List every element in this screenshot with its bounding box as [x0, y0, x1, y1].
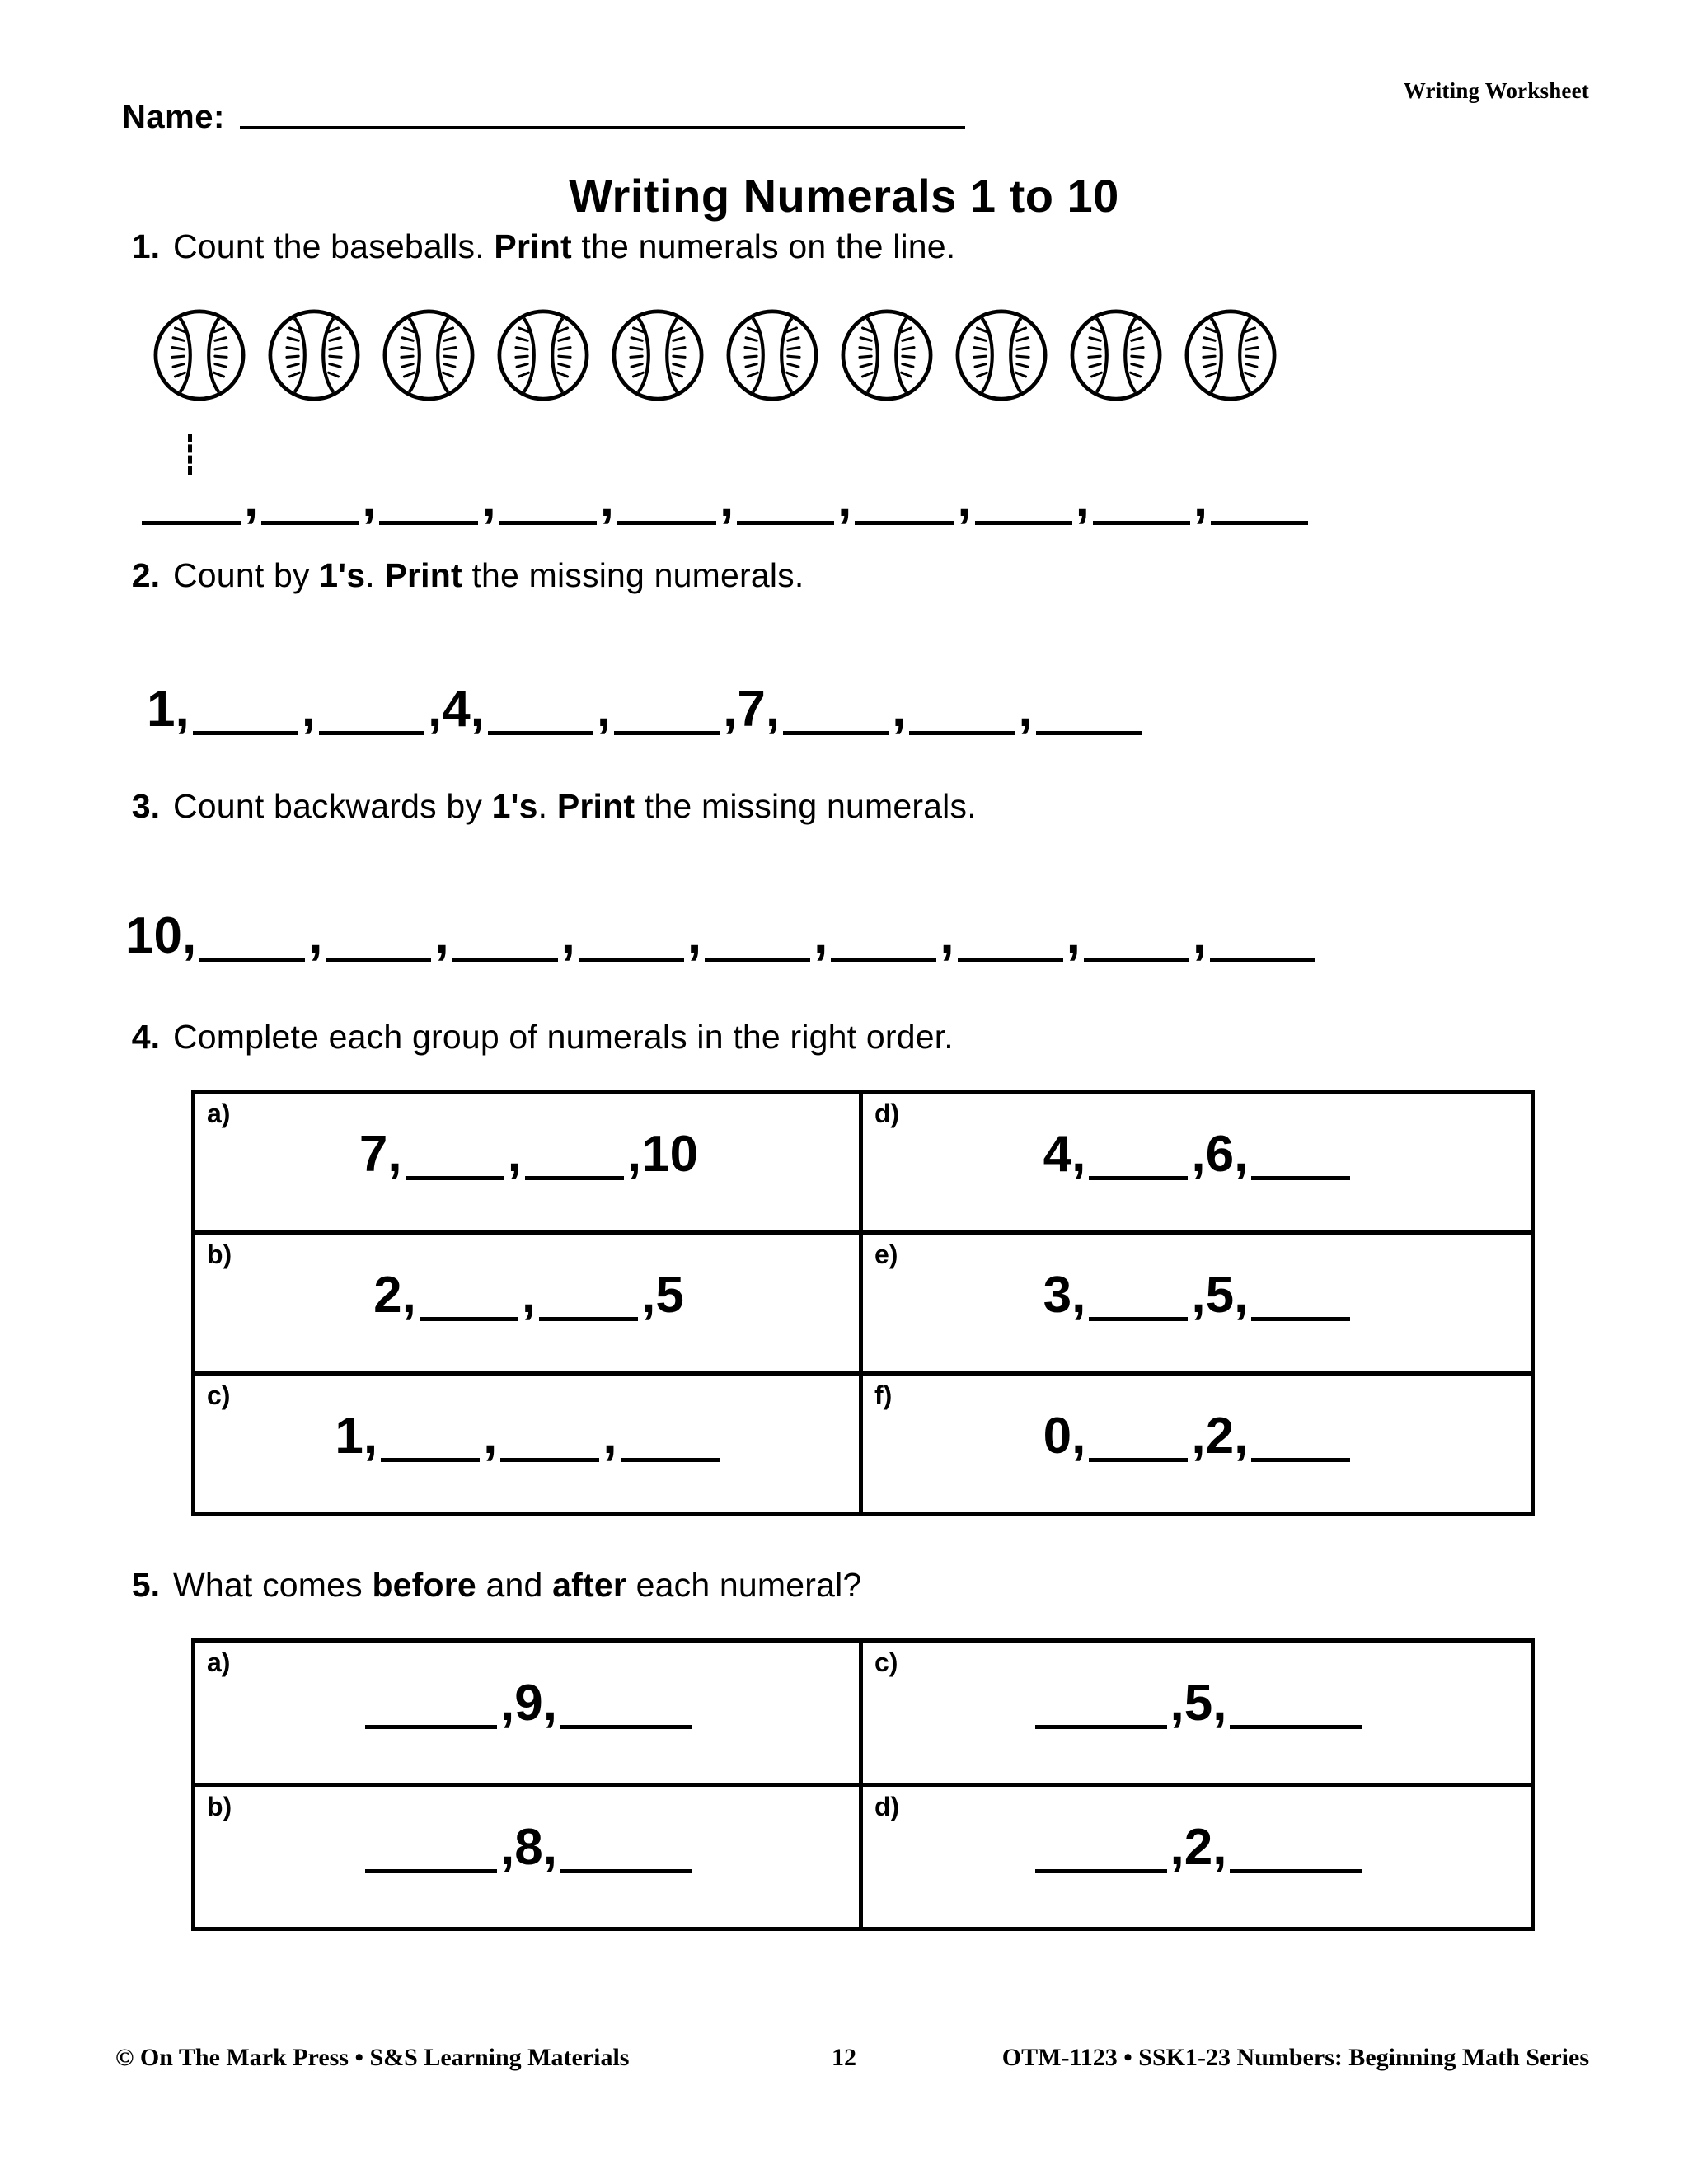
- cell-letter: c): [207, 1380, 231, 1410]
- baseball-icon: [838, 307, 935, 404]
- numeral: 2: [1184, 1819, 1213, 1876]
- numeral: 2: [373, 1267, 402, 1324]
- answer-blank[interactable]: [560, 1725, 692, 1729]
- answer-blank[interactable]: [1251, 1317, 1350, 1321]
- comma-separator: ,: [1075, 471, 1090, 527]
- answer-blank[interactable]: [488, 731, 593, 735]
- comma-separator: ,: [957, 471, 972, 527]
- comma-separator: ,: [181, 907, 197, 964]
- answer-blank[interactable]: [420, 1317, 518, 1321]
- comma-separator: ,: [1234, 1126, 1249, 1183]
- numeral: 7: [737, 681, 766, 738]
- baseball-icon: [380, 307, 477, 404]
- q5-part-4: each numeral?: [626, 1566, 862, 1604]
- comma-separator: ,: [1212, 1675, 1227, 1732]
- comma-separator: ,: [719, 471, 734, 527]
- answer-blank[interactable]: [1084, 958, 1189, 962]
- cell-letter: f): [874, 1380, 893, 1410]
- answer-blank[interactable]: [1035, 1725, 1167, 1729]
- comma-separator: ,: [687, 907, 702, 964]
- name-field-row: [122, 99, 965, 136]
- footer-product-code: OTM-1123 • SSK1-23 Numbers: Beginning Math Series: [1001, 2044, 1589, 2071]
- comma-separator: ,: [603, 1408, 617, 1465]
- comma-separator: ,: [626, 1126, 642, 1183]
- answer-blank[interactable]: [1089, 1317, 1188, 1321]
- answer-blank[interactable]: [1036, 731, 1142, 735]
- comma-separator: ,: [641, 1267, 656, 1324]
- numeral: 8: [514, 1819, 543, 1876]
- answer-blank[interactable]: [381, 1458, 480, 1462]
- comma-separator: ,: [470, 681, 485, 738]
- question-3-text: [173, 787, 977, 826]
- baseball-icon: [1182, 307, 1279, 404]
- comma-separator: ,: [1170, 1819, 1184, 1876]
- answer-blank[interactable]: [1230, 1869, 1362, 1873]
- answer-blank[interactable]: [326, 958, 431, 962]
- q1-part-0: Count the baseballs.: [173, 227, 495, 265]
- question-3-number: 3.: [131, 787, 160, 825]
- numeral: 1: [335, 1408, 363, 1465]
- comma-separator: ,: [765, 681, 781, 738]
- answer-blank[interactable]: [1211, 521, 1308, 525]
- question-2-number: 2.: [131, 556, 160, 594]
- q2-part-3: Print: [384, 556, 462, 594]
- cell-letter: e): [874, 1240, 898, 1269]
- q1-part-2: the numerals on the line.: [571, 227, 956, 265]
- cell-letter: d): [874, 1099, 900, 1128]
- comma-separator: ,: [1191, 1267, 1206, 1324]
- comma-separator: ,: [401, 1267, 416, 1324]
- answer-blank[interactable]: [525, 1176, 624, 1180]
- question-3: [122, 787, 977, 826]
- question-5: [122, 1566, 861, 1605]
- comma-separator: ,: [723, 681, 738, 738]
- table-cell: [195, 1235, 863, 1376]
- cell-letter: a): [207, 1099, 231, 1128]
- question-2: [122, 556, 804, 595]
- q5-part-2: and: [476, 1566, 553, 1604]
- answer-blank[interactable]: [614, 731, 720, 735]
- answer-blank[interactable]: [831, 958, 936, 962]
- page-title: Writing Numerals 1 to 10: [569, 170, 1119, 222]
- numeral: 3: [1043, 1267, 1072, 1324]
- question-3-answer-line[interactable]: [125, 907, 1576, 964]
- comma-separator: ,: [521, 1267, 537, 1324]
- dashed-numeral-guide: [188, 434, 192, 475]
- comma-separator: ,: [481, 471, 496, 527]
- question-4-table: [191, 1090, 1535, 1516]
- footer-copyright: © On The Mark Press • S&S Learning Materials: [115, 2044, 630, 2071]
- comma-separator: ,: [1071, 1126, 1086, 1183]
- numeral: 7: [359, 1126, 388, 1183]
- comma-separator: ,: [1066, 907, 1081, 964]
- worksheet-type-label: Writing Worksheet: [1403, 78, 1589, 103]
- cell-letter: c): [874, 1647, 898, 1677]
- answer-blank[interactable]: [975, 521, 1072, 525]
- answer-blank[interactable]: [539, 1317, 638, 1321]
- baseball-icon: [1067, 307, 1165, 404]
- comma-separator: ,: [1234, 1408, 1249, 1465]
- cell-letter: d): [874, 1792, 900, 1821]
- comma-separator: ,: [1071, 1267, 1086, 1324]
- baseball-icon: [495, 307, 592, 404]
- q3-part-4: the missing numerals.: [635, 787, 977, 825]
- question-1: [122, 227, 955, 266]
- cell-answer-line[interactable]: [207, 1263, 851, 1324]
- cell-answer-line[interactable]: [874, 1404, 1522, 1465]
- answer-blank[interactable]: [617, 521, 716, 525]
- answer-blank[interactable]: [1093, 521, 1190, 525]
- numeral: 0: [1043, 1408, 1072, 1465]
- comma-separator: ,: [434, 907, 449, 964]
- answer-blank[interactable]: [560, 1869, 692, 1873]
- comma-separator: ,: [427, 681, 443, 738]
- table-cell: [195, 1094, 863, 1235]
- comma-separator: ,: [507, 1126, 522, 1183]
- q5-part-3: after: [552, 1566, 627, 1604]
- table-cell: [195, 1376, 863, 1512]
- numeral: 5: [655, 1267, 684, 1324]
- answer-blank[interactable]: [1210, 958, 1315, 962]
- question-4: [122, 1018, 954, 1057]
- cell-letter: a): [207, 1647, 231, 1677]
- numeral: 4: [442, 681, 471, 738]
- comma-separator: ,: [1071, 1408, 1086, 1465]
- q1-part-1: Print: [494, 227, 572, 265]
- answer-blank[interactable]: [1251, 1458, 1350, 1462]
- comma-separator: ,: [940, 907, 954, 964]
- question-1-text: [173, 227, 955, 266]
- table-cell: [863, 1094, 1531, 1235]
- answer-blank[interactable]: [319, 731, 424, 735]
- answer-blank[interactable]: [737, 521, 834, 525]
- numeral: 6: [1205, 1126, 1235, 1183]
- footer-page-number: 12: [832, 2044, 856, 2071]
- q2-part-1: 1's: [319, 556, 366, 594]
- question-2-text: [173, 556, 804, 595]
- table-cell: [863, 1787, 1531, 1927]
- q3-part-1: 1's: [491, 787, 538, 825]
- q3-part-3: Print: [556, 787, 635, 825]
- comma-separator: ,: [308, 907, 323, 964]
- numeral: 1: [147, 681, 176, 738]
- q2-part-0: Count by: [173, 556, 320, 594]
- comma-separator: ,: [596, 681, 612, 738]
- answer-blank[interactable]: [142, 521, 241, 525]
- answer-blank[interactable]: [705, 958, 810, 962]
- comma-separator: ,: [175, 681, 190, 738]
- answer-blank[interactable]: [199, 958, 305, 962]
- table-cell: [195, 1787, 863, 1927]
- baseball-icon: [953, 307, 1050, 404]
- numeral: 5: [1184, 1675, 1213, 1732]
- answer-blank[interactable]: [500, 1458, 599, 1462]
- answer-blank[interactable]: [1089, 1458, 1188, 1462]
- answer-blank[interactable]: [379, 521, 478, 525]
- answer-blank[interactable]: [958, 958, 1063, 962]
- question-2-answer-line[interactable]: [147, 681, 1581, 738]
- comma-separator: ,: [1193, 471, 1208, 527]
- answer-blank[interactable]: [261, 521, 359, 525]
- table-cell: [863, 1643, 1531, 1787]
- numeral: 10: [641, 1126, 699, 1183]
- q5-part-0: What comes: [173, 1566, 373, 1604]
- table-cell: [863, 1376, 1531, 1512]
- question-5-number: 5.: [131, 1566, 160, 1604]
- table-cell: [863, 1235, 1531, 1376]
- answer-blank[interactable]: [621, 1458, 720, 1462]
- answer-blank[interactable]: [499, 521, 597, 525]
- answer-blank[interactable]: [855, 521, 954, 525]
- answer-blank[interactable]: [365, 1869, 497, 1873]
- comma-separator: ,: [301, 681, 316, 738]
- question-5-table: [191, 1638, 1535, 1931]
- cell-letter: b): [207, 1240, 232, 1269]
- comma-separator: ,: [1191, 1408, 1206, 1465]
- baseball-row: [151, 307, 1279, 404]
- cell-letter: b): [207, 1792, 232, 1821]
- baseball-icon: [151, 307, 248, 404]
- answer-blank[interactable]: [1230, 1725, 1362, 1729]
- comma-separator: ,: [1018, 681, 1033, 738]
- cell-answer-line[interactable]: [874, 1815, 1522, 1876]
- comma-separator: ,: [560, 907, 575, 964]
- comma-separator: ,: [244, 471, 259, 527]
- question-1-number: 1.: [131, 227, 160, 265]
- answer-blank[interactable]: [1251, 1176, 1350, 1180]
- comma-separator: ,: [892, 681, 907, 738]
- q5-part-1: before: [372, 1566, 476, 1604]
- question-4-number: 4.: [131, 1018, 160, 1056]
- cell-answer-line[interactable]: [207, 1815, 851, 1876]
- answer-blank[interactable]: [1035, 1869, 1167, 1873]
- table-cell: [195, 1643, 863, 1787]
- name-label: Name:: [122, 99, 225, 135]
- numeral: 4: [1043, 1126, 1072, 1183]
- comma-separator: ,: [837, 471, 852, 527]
- baseball-icon: [609, 307, 706, 404]
- answer-blank[interactable]: [579, 958, 684, 962]
- comma-separator: ,: [599, 471, 614, 527]
- numeral: 5: [1205, 1267, 1235, 1324]
- answer-blank[interactable]: [193, 731, 298, 735]
- baseball-icon: [265, 307, 363, 404]
- comma-separator: ,: [362, 471, 377, 527]
- comma-separator: ,: [814, 907, 828, 964]
- cell-answer-line[interactable]: [874, 1122, 1522, 1183]
- answer-blank[interactable]: [406, 1176, 504, 1180]
- comma-separator: ,: [387, 1126, 402, 1183]
- answer-blank[interactable]: [365, 1725, 497, 1729]
- question-4-text: Complete each group of numerals in the right order.: [173, 1018, 954, 1056]
- cell-answer-line[interactable]: [207, 1671, 851, 1732]
- cell-answer-line[interactable]: [874, 1263, 1522, 1324]
- comma-separator: ,: [1212, 1819, 1227, 1876]
- comma-separator: ,: [500, 1819, 515, 1876]
- cell-answer-line[interactable]: [207, 1404, 851, 1465]
- q2-part-2: .: [365, 556, 385, 594]
- comma-separator: ,: [542, 1675, 557, 1732]
- name-input-line[interactable]: [240, 126, 965, 129]
- comma-separator: ,: [363, 1408, 378, 1465]
- baseball-icon: [724, 307, 821, 404]
- numeral: 9: [514, 1675, 543, 1732]
- answer-blank[interactable]: [783, 731, 889, 735]
- answer-blank[interactable]: [909, 731, 1015, 735]
- numeral: 2: [1205, 1408, 1235, 1465]
- question-5-text: [173, 1566, 861, 1605]
- answer-blank[interactable]: [452, 958, 558, 962]
- comma-separator: ,: [1191, 1126, 1206, 1183]
- numeral: 10: [125, 907, 182, 964]
- comma-separator: ,: [483, 1408, 498, 1465]
- comma-separator: ,: [1234, 1267, 1249, 1324]
- comma-separator: ,: [500, 1675, 515, 1732]
- answer-blank[interactable]: [1089, 1176, 1188, 1180]
- comma-separator: ,: [1192, 907, 1207, 964]
- cell-answer-line[interactable]: [207, 1122, 851, 1183]
- q3-part-2: .: [537, 787, 557, 825]
- cell-answer-line[interactable]: [874, 1671, 1522, 1732]
- question-1-answer-line[interactable]: [138, 471, 1556, 527]
- q2-part-4: the missing numerals.: [462, 556, 804, 594]
- comma-separator: ,: [1170, 1675, 1184, 1732]
- comma-separator: ,: [542, 1819, 557, 1876]
- q3-part-0: Count backwards by: [173, 787, 492, 825]
